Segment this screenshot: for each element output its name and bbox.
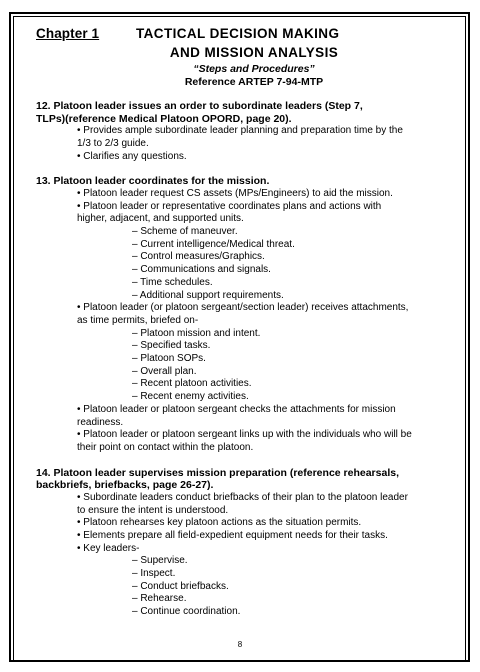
dash-item: – Continue coordination. <box>132 606 241 618</box>
dash-item: – Overall plan. <box>132 365 197 377</box>
bullet-item: • Platoon leader or representative coordinates plans and actions with <box>77 200 382 212</box>
section-heading: TLPs)(reference Medical Platoon OPORD, page 20). <box>36 112 292 125</box>
document-body <box>36 26 448 619</box>
dash-item: – Recent enemy activities. <box>132 391 249 403</box>
section-heading: backbriefs, briefbacks, page 26-27). <box>36 479 214 492</box>
bullet-item: their point on contact within the platoon. <box>77 441 254 453</box>
dash-item: – Platoon SOPs. <box>132 353 206 365</box>
reference-line: Reference ARTEP 7-94-MTP <box>184 76 324 88</box>
dash-item: – Communications and signals. <box>132 264 271 276</box>
bullet-item: • Platoon leader request CS assets (MPs/Engineers) to aid the mission. <box>77 187 393 199</box>
bullet-item: • Platoon leader (or platoon sergeant/section leader) receives attachments, <box>77 302 409 314</box>
bullet-item: • Platoon leader or platoon sergeant checks the attachments for mission <box>77 403 396 415</box>
section-heading: 13. Platoon leader coordinates for the mission. <box>36 175 270 188</box>
dash-item: – Rehearse. <box>132 593 187 605</box>
bullet-item: • Clarifies any questions. <box>77 150 187 162</box>
dash-item: – Scheme of maneuver. <box>132 226 238 237</box>
bullet-item: • Key leaders- <box>77 542 140 554</box>
dash-item: – Supervise. <box>132 555 188 567</box>
section-13 <box>36 175 448 454</box>
bullet-item: readiness. <box>77 416 124 428</box>
bullet-item: • Platoon leader or platoon sergeant links up with the individuals who will be <box>77 429 412 441</box>
bullet-item: • Subordinate leaders conduct briefbacks of their plan to the platoon leader <box>77 491 408 503</box>
dash-item: – Additional support requirements. <box>132 289 284 301</box>
title-line-2: AND MISSION ANALYSIS <box>169 45 339 60</box>
page-number: 8 <box>237 640 243 649</box>
dash-item: – Conduct briefbacks. <box>132 580 229 592</box>
bullet-item: to ensure the intent is understood. <box>77 504 229 516</box>
dash-item: – Platoon mission and intent. <box>132 327 261 339</box>
bullet-item: 1/3 to 2/3 guide. <box>77 137 149 149</box>
dash-item: – Recent platoon activities. <box>132 378 252 390</box>
bullet-item: • Platoon rehearses key platoon actions as the situation permits. <box>77 517 362 529</box>
subtitle: “Steps and Procedures” <box>193 63 315 75</box>
chapter-label: Chapter 1 <box>36 26 100 41</box>
dash-item: – Inspect. <box>132 568 176 580</box>
section-heading: 12. Platoon leader issues an order to subordinate leaders (Step 7, <box>36 100 363 112</box>
dash-item: – Control measures/Graphics. <box>132 251 265 263</box>
bullet-item: • Elements prepare all field-expedient equipment needs for their tasks. <box>77 529 388 541</box>
bullet-item: as time permits, briefed on- <box>77 314 199 326</box>
title-row <box>36 26 448 44</box>
title-line-1: TACTICAL DECISION MAKING <box>136 26 340 41</box>
bullet-item: • Provides ample subordinate leader planning and preparation time by the <box>77 125 403 137</box>
sections-container <box>36 100 448 619</box>
section-heading: 14. Platoon leader supervises mission preparation (reference rehearsals, <box>36 466 399 479</box>
dash-item: – Specified tasks. <box>132 340 211 352</box>
section-12 <box>36 100 448 163</box>
dash-item: – Current intelligence/Medical threat. <box>132 238 295 250</box>
bullet-item: higher, adjacent, and supported units. <box>77 213 244 225</box>
section-14 <box>36 467 448 619</box>
dash-item: – Time schedules. <box>132 276 213 288</box>
